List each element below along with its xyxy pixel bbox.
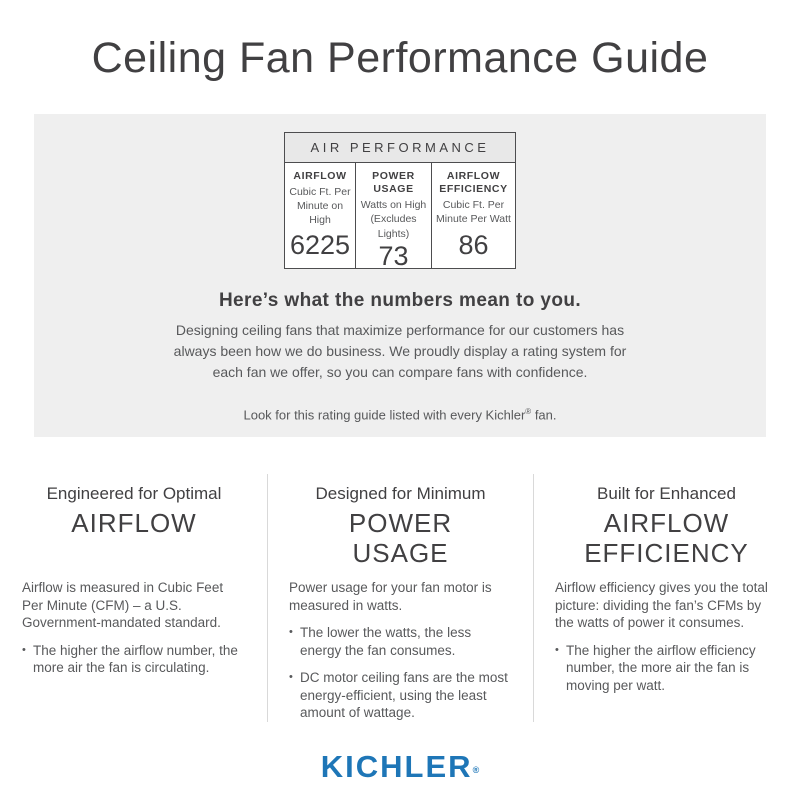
bullet-icon: • (289, 626, 293, 638)
feature-columns (0, 474, 800, 722)
bullet-icon: • (555, 643, 559, 656)
feature-kicker: Engineered for Optimal (46, 484, 222, 503)
feature-title-line: AIRFLOW (603, 508, 730, 538)
air-performance-table (284, 132, 516, 269)
power-usage-label: POWER USAGE (372, 170, 415, 196)
feature-title (289, 509, 512, 569)
bullet-text: DC motor ceiling fans are the most energy-efficient, using the least amount of wattage. (300, 670, 508, 720)
registered-mark: ® (472, 764, 480, 775)
feature-head-airflow-efficiency (555, 484, 778, 579)
table-cell-power-usage (355, 163, 431, 271)
bullet-item (555, 642, 778, 695)
bullet-text: The lower the watts, the less energy the fan consumes. (300, 625, 472, 658)
airflow-efficiency-subtext: Cubic Ft. Per Minute Per Watt (436, 199, 511, 226)
bullet-icon: • (289, 671, 293, 683)
feature-body: Airflow is measured in Cubic Feet Per Minute (CFM) – a U.S. Government-mandated standard. (22, 580, 224, 630)
explainer-heading: Here’s what the numbers mean to you. (218, 290, 582, 311)
airflow-label: AIRFLOW (293, 170, 347, 182)
feature-kicker: Built for Enhanced (597, 484, 736, 503)
power-usage-subtext: Watts on High (Excludes Lights) (360, 199, 427, 240)
table-cell-airflow-efficiency (431, 163, 515, 268)
note-text: Look for this rating guide listed with every Kichler (243, 407, 526, 423)
bullet-text: The higher the airflow number, the more air the fan is circulating. (33, 642, 238, 675)
table-header: AIR PERFORMANCE (285, 133, 515, 163)
airflow-subtext: Cubic Ft. Per Minute on High (289, 186, 351, 227)
feature-head-power-usage (289, 484, 512, 579)
feature-column-airflow-efficiency (533, 474, 799, 722)
registered-mark: ® (525, 407, 532, 416)
bullet-item (289, 624, 512, 659)
brand-name: KICHLER (320, 748, 473, 784)
bullet-item (22, 642, 246, 677)
note-text-suffix: fan. (531, 407, 557, 423)
table-body (285, 163, 515, 271)
feature-kicker: Designed for Minimum (315, 484, 486, 503)
feature-head-airflow (22, 484, 246, 579)
bullet-icon: • (22, 643, 26, 656)
kichler-logo (321, 749, 479, 785)
power-usage-value: 73 (378, 240, 409, 271)
airflow-efficiency-label: AIRFLOW EFFICIENCY (439, 170, 508, 196)
feature-title-line: POWER (348, 508, 453, 538)
footer (0, 749, 800, 785)
feature-body: Power usage for your fan motor is measured in watts. (289, 580, 492, 613)
airflow-efficiency-value: 86 (458, 230, 489, 260)
airflow-value: 6225 (289, 230, 351, 260)
feature-body: Airflow efficiency gives you the total picture: dividing the fan’s CFMs by the watts of power it consumes. (555, 580, 768, 630)
feature-column-airflow (1, 474, 267, 722)
feature-title-line: AIRFLOW (71, 508, 197, 538)
air-performance-panel (34, 114, 766, 437)
bullet-item (289, 669, 512, 722)
feature-title-line: EFFICIENCY (584, 537, 749, 568)
bullet-text: The higher the airflow efficiency number, the more air the fan is moving per watt. (566, 642, 756, 693)
feature-column-power-usage (267, 474, 533, 722)
table-cell-airflow (285, 163, 355, 268)
explainer-body: Designing ceiling fans that maximize performance for our customers has always been how we do business. We proudly display a rating system for each fan we offer, so you can compare fans with confidence. (173, 322, 627, 380)
feature-title (22, 509, 246, 539)
explainer-note (34, 407, 766, 422)
page-title: Ceiling Fan Performance Guide (91, 34, 709, 82)
feature-title-line: USAGE (352, 537, 449, 568)
feature-title (555, 509, 778, 569)
